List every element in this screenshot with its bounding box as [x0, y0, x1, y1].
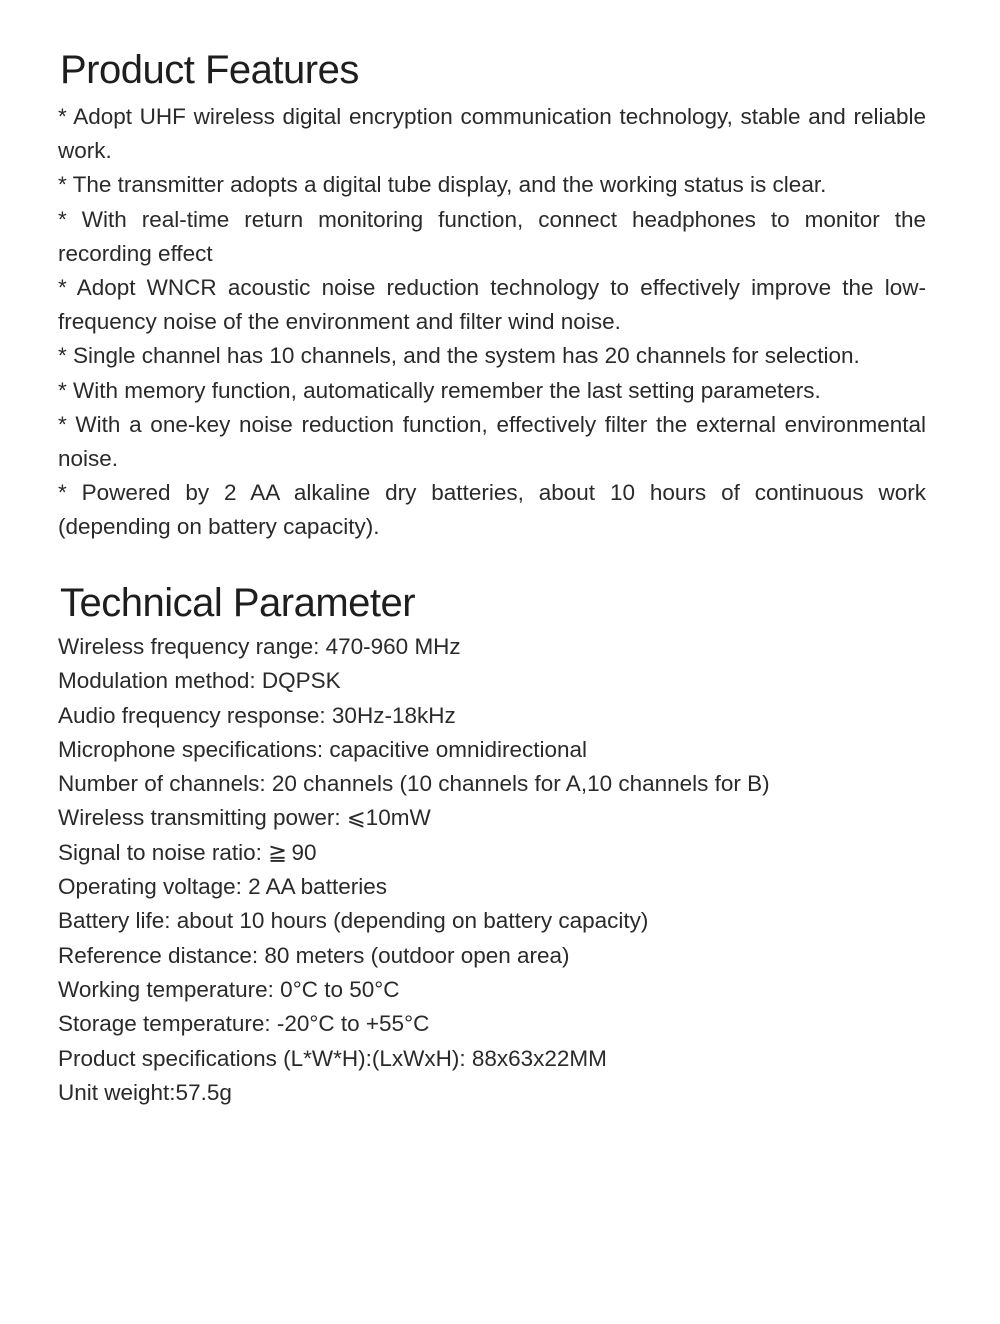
feature-item: * Adopt WNCR acoustic noise reduction technology to effectively improve the low-frequency noise of the environment and filter wind noise. [58, 275, 926, 335]
parameter-item: Reference distance: 80 meters (outdoor open area) [58, 942, 570, 968]
feature-item: * Single channel has 10 channels, and the system has 20 channels for selection. [58, 343, 860, 369]
parameter-item: Number of channels: 20 channels (10 channels for A,10 channels for B) [58, 771, 770, 797]
parameter-item: Wireless frequency range: 470-960 MHz [58, 634, 461, 659]
feature-item: * Powered by 2 AA alkaline dry batteries, about 10 hours of continuous work (depending on battery capacity). [58, 480, 926, 540]
technical-parameter-list [58, 630, 926, 1110]
features-list [58, 100, 926, 545]
product-features-heading: Product Features [60, 48, 359, 92]
parameter-item: Battery life: about 10 hours (depending on battery capacity) [58, 908, 649, 934]
feature-item: * With a one-key noise reduction function, effectively filter the external environmental noise. [58, 411, 926, 472]
parameter-item: Signal to noise ratio: ≧ 90 [58, 839, 317, 865]
parameter-item: Product specifications (L*W*H):(LxWxH): 88x63x22MM [58, 1045, 607, 1071]
parameter-item: Operating voltage: 2 AA batteries [58, 874, 387, 900]
feature-item: * The transmitter adopts a digital tube display, and the working status is clear. [58, 172, 827, 198]
feature-item: * With memory function, automatically remember the last setting parameters. [58, 377, 821, 403]
parameter-item: Unit weight:57.5g [58, 1079, 232, 1105]
feature-item: * With real-time return monitoring function, connect headphones to monitor the recording effect [58, 206, 926, 266]
parameter-item: Microphone specifications: capacitive omnidirectional [58, 736, 588, 762]
technical-parameter-heading: Technical Parameter [60, 581, 416, 625]
parameter-item: Modulation method: DQPSK [58, 668, 341, 694]
parameter-item: Storage temperature: -20°C to +55°C [58, 1011, 430, 1037]
parameter-item: Audio frequency response: 30Hz-18kHz [58, 702, 456, 728]
parameter-item: Wireless transmitting power: ⩽10mW [58, 805, 431, 831]
parameter-item: Working temperature: 0°C to 50°C [58, 976, 400, 1002]
feature-item: * Adopt UHF wireless digital encryption communication technology, stable and reliable work. [58, 104, 926, 164]
